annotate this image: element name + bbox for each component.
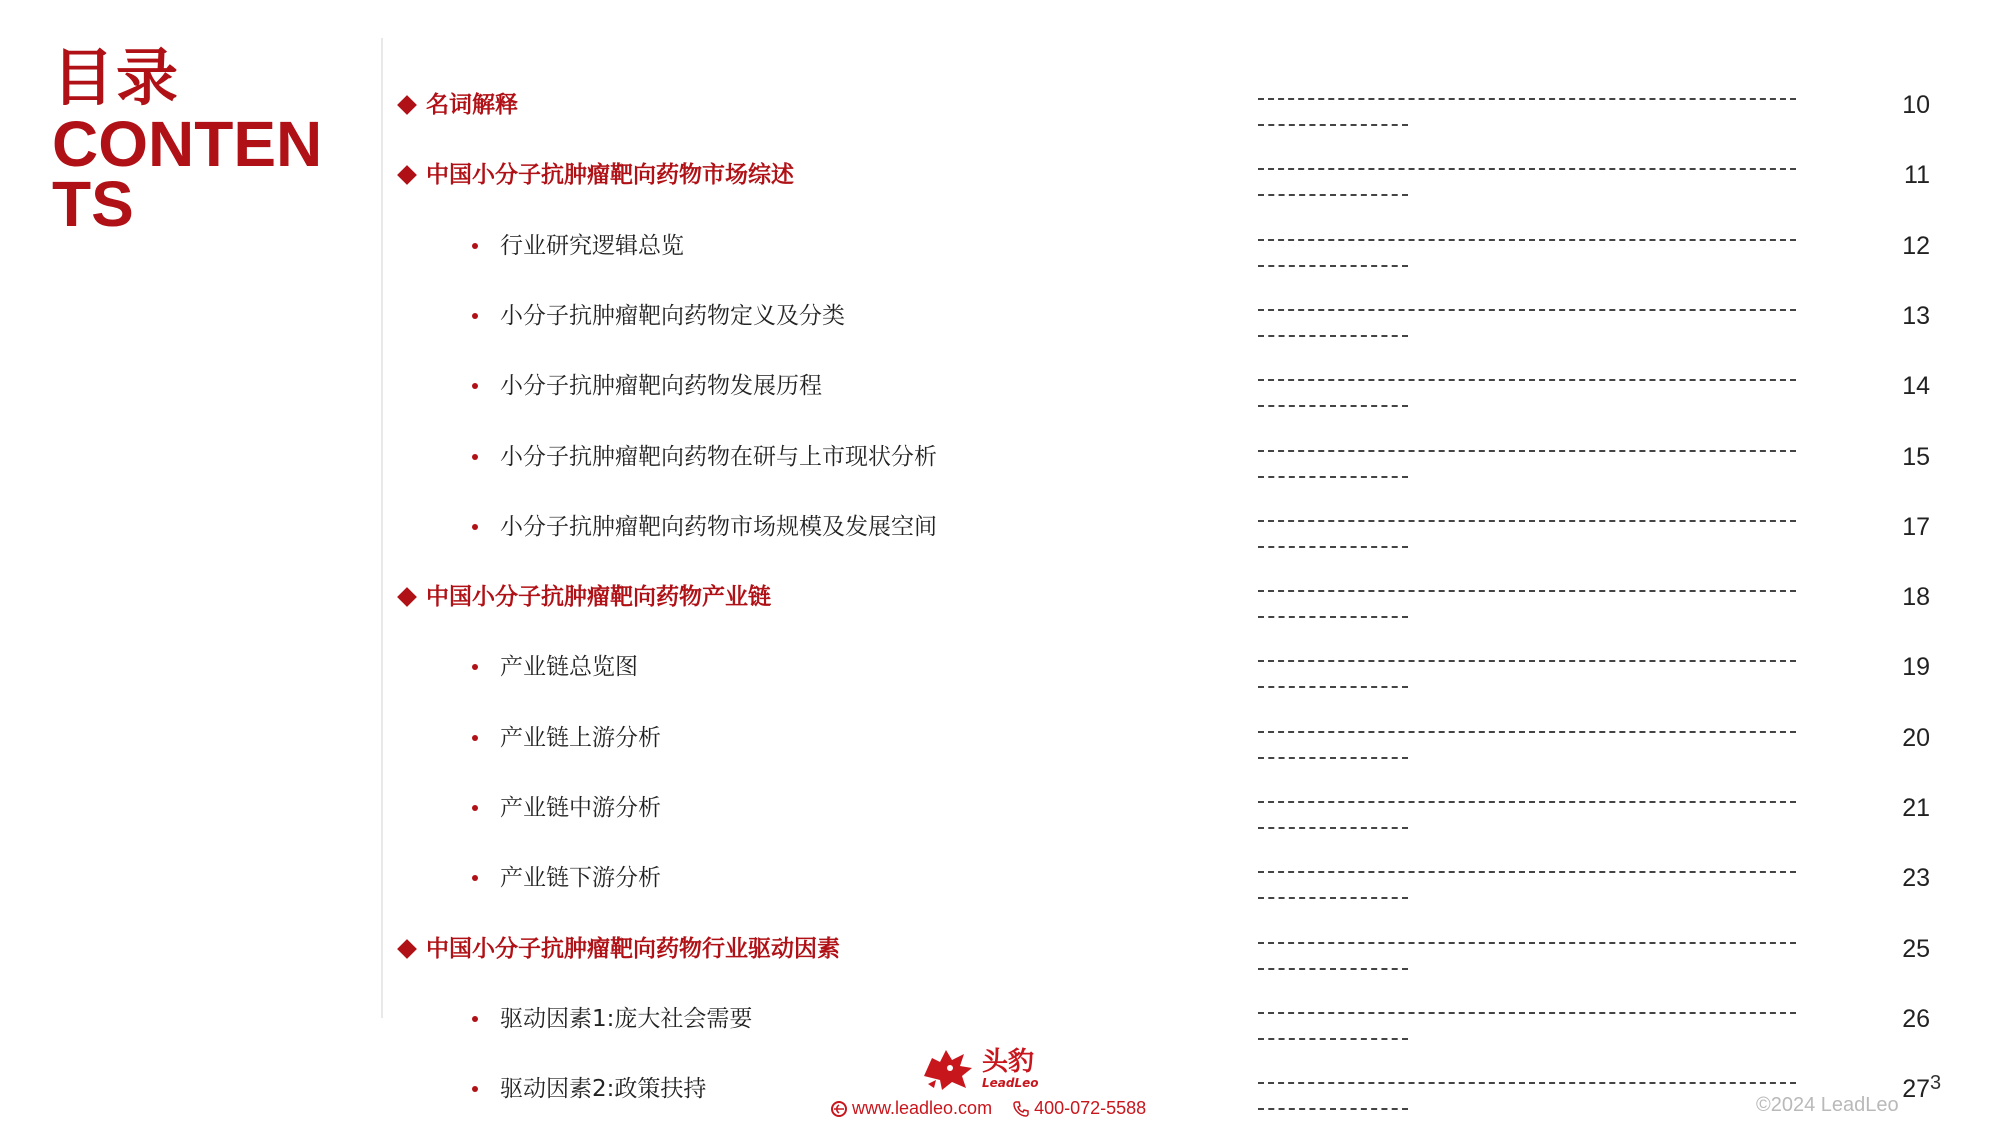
website-link[interactable]: www.leadleo.com bbox=[852, 1098, 993, 1118]
dot-bullet-icon bbox=[472, 313, 478, 319]
copyright-text: ©2024 LeadLeo bbox=[1756, 1094, 1899, 1116]
dotted-leader bbox=[1258, 801, 1796, 803]
toc-entry[interactable] bbox=[0, 86, 2001, 156]
title-chinese: 目录 bbox=[52, 41, 181, 114]
toc-entry[interactable] bbox=[0, 789, 2001, 859]
dotted-leader bbox=[1258, 871, 1796, 873]
leadleo-logo bbox=[920, 1046, 1039, 1092]
toc-entry[interactable] bbox=[0, 648, 2001, 718]
toc-subsection-label: 驱动因素1:庞大社会需要 bbox=[500, 1005, 753, 1032]
toc-subsection-label: 产业链上游分析 bbox=[500, 724, 661, 751]
dotted-leader bbox=[1258, 1108, 1408, 1110]
logo-english: LeadLeo bbox=[982, 1076, 1039, 1090]
toc-page-number: 21 bbox=[1902, 794, 1930, 822]
toc-entry[interactable] bbox=[0, 227, 2001, 297]
dot-bullet-icon bbox=[472, 875, 478, 881]
dotted-leader bbox=[1258, 660, 1796, 662]
dotted-leader bbox=[1258, 98, 1796, 100]
phone-number: 400-072-5588 bbox=[1034, 1098, 1147, 1118]
toc-entry[interactable] bbox=[0, 438, 2001, 508]
dot-bullet-icon bbox=[472, 1016, 478, 1022]
title-english: CONTENTS bbox=[52, 108, 323, 240]
dotted-leader bbox=[1258, 379, 1796, 381]
dotted-leader bbox=[1258, 731, 1796, 733]
dotted-leader bbox=[1258, 968, 1408, 970]
leopard-logo-icon bbox=[920, 1046, 974, 1092]
toc-entry[interactable] bbox=[0, 719, 2001, 789]
dot-bullet-icon bbox=[472, 664, 478, 670]
dotted-leader bbox=[1258, 1082, 1796, 1084]
toc-subsection-label: 产业链下游分析 bbox=[500, 865, 661, 892]
toc-page-number: 10 bbox=[1902, 91, 1930, 119]
dotted-leader bbox=[1258, 1038, 1408, 1040]
dotted-leader bbox=[1258, 168, 1796, 170]
slide-number: 3 bbox=[1930, 1072, 1942, 1094]
diamond-bullet-icon bbox=[397, 939, 417, 959]
dotted-leader bbox=[1258, 827, 1408, 829]
dot-bullet-icon bbox=[472, 524, 478, 530]
dotted-leader bbox=[1258, 335, 1408, 337]
browser-icon bbox=[830, 1100, 848, 1118]
toc-page-number: 20 bbox=[1902, 723, 1930, 752]
logo-text bbox=[982, 1048, 1039, 1090]
toc-entry[interactable] bbox=[0, 859, 2001, 929]
dot-bullet-icon bbox=[472, 735, 478, 741]
toc-entry[interactable] bbox=[0, 930, 2001, 1000]
toc-subsection-label: 行业研究逻辑总览 bbox=[500, 232, 684, 259]
toc-subsection-label: 驱动因素2:政策扶持 bbox=[500, 1076, 707, 1103]
toc-section-label: 中国小分子抗肿瘤靶向药物产业链 bbox=[426, 584, 771, 611]
dotted-leader bbox=[1258, 405, 1408, 407]
toc-section-label: 中国小分子抗肿瘤靶向药物行业驱动因素 bbox=[426, 935, 840, 962]
toc-subsection-label: 小分子抗肿瘤靶向药物定义及分类 bbox=[500, 302, 845, 329]
dot-bullet-icon bbox=[472, 383, 478, 389]
toc-page-number: 19 bbox=[1902, 653, 1930, 682]
dotted-leader bbox=[1258, 520, 1796, 522]
dotted-leader bbox=[1258, 476, 1408, 478]
toc-page-number: 13 bbox=[1902, 301, 1930, 330]
dotted-leader bbox=[1258, 757, 1408, 759]
contact-info bbox=[830, 1098, 1146, 1119]
diamond-bullet-icon bbox=[397, 587, 417, 607]
toc-page-number: 12 bbox=[1902, 231, 1930, 260]
toc-page-number: 17 bbox=[1902, 512, 1930, 541]
toc-page-number: 18 bbox=[1902, 583, 1930, 612]
diamond-bullet-icon bbox=[397, 165, 417, 185]
toc-subsection-label: 产业链中游分析 bbox=[500, 795, 661, 821]
dot-bullet-icon bbox=[472, 1086, 478, 1092]
toc-page-number: 26 bbox=[1902, 1004, 1930, 1033]
toc-page-number: 15 bbox=[1902, 442, 1930, 471]
dotted-leader bbox=[1258, 239, 1796, 241]
dot-bullet-icon bbox=[472, 243, 478, 249]
toc-entry[interactable] bbox=[0, 297, 2001, 367]
dotted-leader bbox=[1258, 265, 1408, 267]
toc-page-number: 23 bbox=[1902, 864, 1930, 893]
phone-icon bbox=[1012, 1100, 1030, 1118]
dotted-leader bbox=[1258, 942, 1796, 944]
toc-entry[interactable] bbox=[0, 156, 2001, 226]
dot-bullet-icon bbox=[472, 454, 478, 460]
dotted-leader bbox=[1258, 309, 1796, 311]
dotted-leader bbox=[1258, 590, 1796, 592]
toc-subsection-label: 小分子抗肿瘤靶向药物发展历程 bbox=[500, 373, 822, 400]
dotted-leader bbox=[1258, 1012, 1796, 1014]
toc-entry[interactable] bbox=[0, 578, 2001, 648]
dotted-leader bbox=[1258, 194, 1408, 196]
diamond-bullet-icon bbox=[397, 95, 417, 115]
dotted-leader bbox=[1258, 686, 1408, 688]
dotted-leader bbox=[1258, 546, 1408, 548]
toc-page-number: 27 bbox=[1902, 1075, 1930, 1104]
toc-entry[interactable] bbox=[0, 367, 2001, 437]
dotted-leader bbox=[1258, 616, 1408, 618]
toc-subsection-label: 产业链总览图 bbox=[500, 654, 638, 681]
dot-bullet-icon bbox=[472, 805, 478, 811]
toc-subsection-label: 小分子抗肿瘤靶向药物在研与上市现状分析 bbox=[500, 443, 937, 470]
dotted-leader bbox=[1258, 450, 1796, 452]
toc-section-label: 名词解释 bbox=[426, 92, 518, 118]
toc-page-number: 14 bbox=[1902, 372, 1930, 401]
logo-chinese: 头豹 bbox=[982, 1047, 1035, 1077]
toc-page-number: 11 bbox=[1904, 161, 1930, 190]
toc-page-number: 25 bbox=[1902, 934, 1930, 963]
footer-branding bbox=[820, 1046, 1220, 1126]
dotted-leader bbox=[1258, 124, 1408, 126]
dotted-leader bbox=[1258, 897, 1408, 899]
toc-entry[interactable] bbox=[0, 508, 2001, 578]
toc-section-label: 中国小分子抗肿瘤靶向药物市场综述 bbox=[426, 162, 794, 189]
toc-subsection-label: 小分子抗肿瘤靶向药物市场规模及发展空间 bbox=[500, 513, 937, 540]
